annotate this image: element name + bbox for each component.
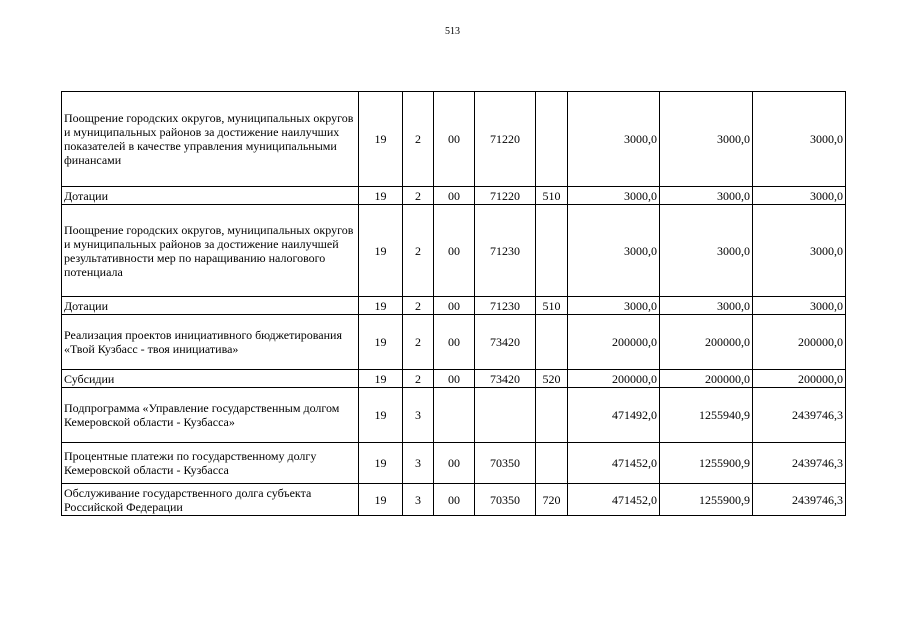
- table-row: [62, 92, 846, 187]
- cell-code: 00: [434, 92, 475, 187]
- cell-code: [536, 315, 568, 370]
- cell-amount: 1255940,9: [660, 388, 753, 443]
- cell-code: 19: [359, 297, 403, 315]
- table-row: [62, 205, 846, 297]
- row-name: Субсидии: [62, 370, 359, 388]
- cell-amount: 471492,0: [568, 388, 660, 443]
- cell-amount: 200000,0: [660, 315, 753, 370]
- cell-amount: 3000,0: [660, 297, 753, 315]
- cell-code: 00: [434, 297, 475, 315]
- cell-amount: 200000,0: [753, 315, 846, 370]
- cell-code: 720: [536, 484, 568, 516]
- cell-code: 19: [359, 370, 403, 388]
- cell-code: [536, 92, 568, 187]
- cell-amount: 2439746,3: [753, 443, 846, 484]
- cell-code: 2: [403, 205, 434, 297]
- cell-code: 520: [536, 370, 568, 388]
- row-name: Поощрение городских округов, муниципальных округов и муниципальных районов за достижение наилучшей результативности мер по наращиванию налогового потенциала: [62, 205, 359, 297]
- cell-code: 3: [403, 388, 434, 443]
- cell-amount: 2439746,3: [753, 484, 846, 516]
- cell-amount: 3000,0: [660, 187, 753, 205]
- cell-amount: 200000,0: [660, 370, 753, 388]
- cell-amount: 3000,0: [753, 187, 846, 205]
- cell-code: 73420: [475, 370, 536, 388]
- cell-code: 70350: [475, 484, 536, 516]
- cell-code: 00: [434, 205, 475, 297]
- cell-code: 00: [434, 443, 475, 484]
- cell-code: 19: [359, 443, 403, 484]
- cell-code: 00: [434, 315, 475, 370]
- cell-amount: 3000,0: [753, 205, 846, 297]
- cell-amount: 1255900,9: [660, 484, 753, 516]
- budget-table: [61, 91, 846, 516]
- row-name: Реализация проектов инициативного бюджетирования «Твой Кузбасс - твоя инициатива»: [62, 315, 359, 370]
- row-name: Процентные платежи по государственному долгу Кемеровской области - Кузбасса: [62, 443, 359, 484]
- cell-amount: 1255900,9: [660, 443, 753, 484]
- row-name: Дотации: [62, 187, 359, 205]
- table-row: [62, 370, 846, 388]
- cell-code: 00: [434, 187, 475, 205]
- cell-amount: 3000,0: [753, 92, 846, 187]
- cell-code: 2: [403, 92, 434, 187]
- cell-amount: 3000,0: [568, 92, 660, 187]
- cell-code: 00: [434, 370, 475, 388]
- table-row: [62, 443, 846, 484]
- cell-code: [536, 388, 568, 443]
- cell-code: [536, 205, 568, 297]
- cell-code: 71230: [475, 205, 536, 297]
- table-row: [62, 297, 846, 315]
- cell-code: 510: [536, 187, 568, 205]
- cell-amount: 2439746,3: [753, 388, 846, 443]
- cell-code: 70350: [475, 443, 536, 484]
- cell-code: 2: [403, 297, 434, 315]
- cell-code: 71220: [475, 187, 536, 205]
- table-row: [62, 484, 846, 516]
- cell-code: 19: [359, 92, 403, 187]
- cell-code: 3: [403, 443, 434, 484]
- cell-code: 71220: [475, 92, 536, 187]
- cell-code: 73420: [475, 315, 536, 370]
- cell-code: 71230: [475, 297, 536, 315]
- cell-code: 2: [403, 370, 434, 388]
- cell-code: 19: [359, 315, 403, 370]
- cell-code: [536, 443, 568, 484]
- cell-code: 19: [359, 205, 403, 297]
- table-row: [62, 388, 846, 443]
- page-number: 513: [445, 26, 460, 37]
- cell-code: [475, 388, 536, 443]
- cell-amount: 471452,0: [568, 443, 660, 484]
- cell-amount: 3000,0: [660, 205, 753, 297]
- table-row: [62, 187, 846, 205]
- cell-code: 19: [359, 388, 403, 443]
- cell-code: 2: [403, 187, 434, 205]
- cell-amount: 3000,0: [753, 297, 846, 315]
- cell-amount: 200000,0: [568, 315, 660, 370]
- cell-code: 19: [359, 187, 403, 205]
- cell-amount: 3000,0: [568, 187, 660, 205]
- row-name: Дотации: [62, 297, 359, 315]
- cell-amount: 3000,0: [660, 92, 753, 187]
- cell-amount: 3000,0: [568, 297, 660, 315]
- cell-code: 19: [359, 484, 403, 516]
- row-name: Обслуживание государственного долга субъекта Российской Федерации: [62, 484, 359, 516]
- row-name: Подпрограмма «Управление государственным долгом Кемеровской области - Кузбасса»: [62, 388, 359, 443]
- cell-code: 2: [403, 315, 434, 370]
- cell-code: 00: [434, 484, 475, 516]
- cell-code: [434, 388, 475, 443]
- row-name: Поощрение городских округов, муниципальных округов и муниципальных районов за достижение наилучших показателей в качестве управления муниципальными финансами: [62, 92, 359, 187]
- cell-amount: 200000,0: [568, 370, 660, 388]
- cell-amount: 471452,0: [568, 484, 660, 516]
- table-row: [62, 315, 846, 370]
- cell-amount: 200000,0: [753, 370, 846, 388]
- cell-code: 510: [536, 297, 568, 315]
- cell-amount: 3000,0: [568, 205, 660, 297]
- cell-code: 3: [403, 484, 434, 516]
